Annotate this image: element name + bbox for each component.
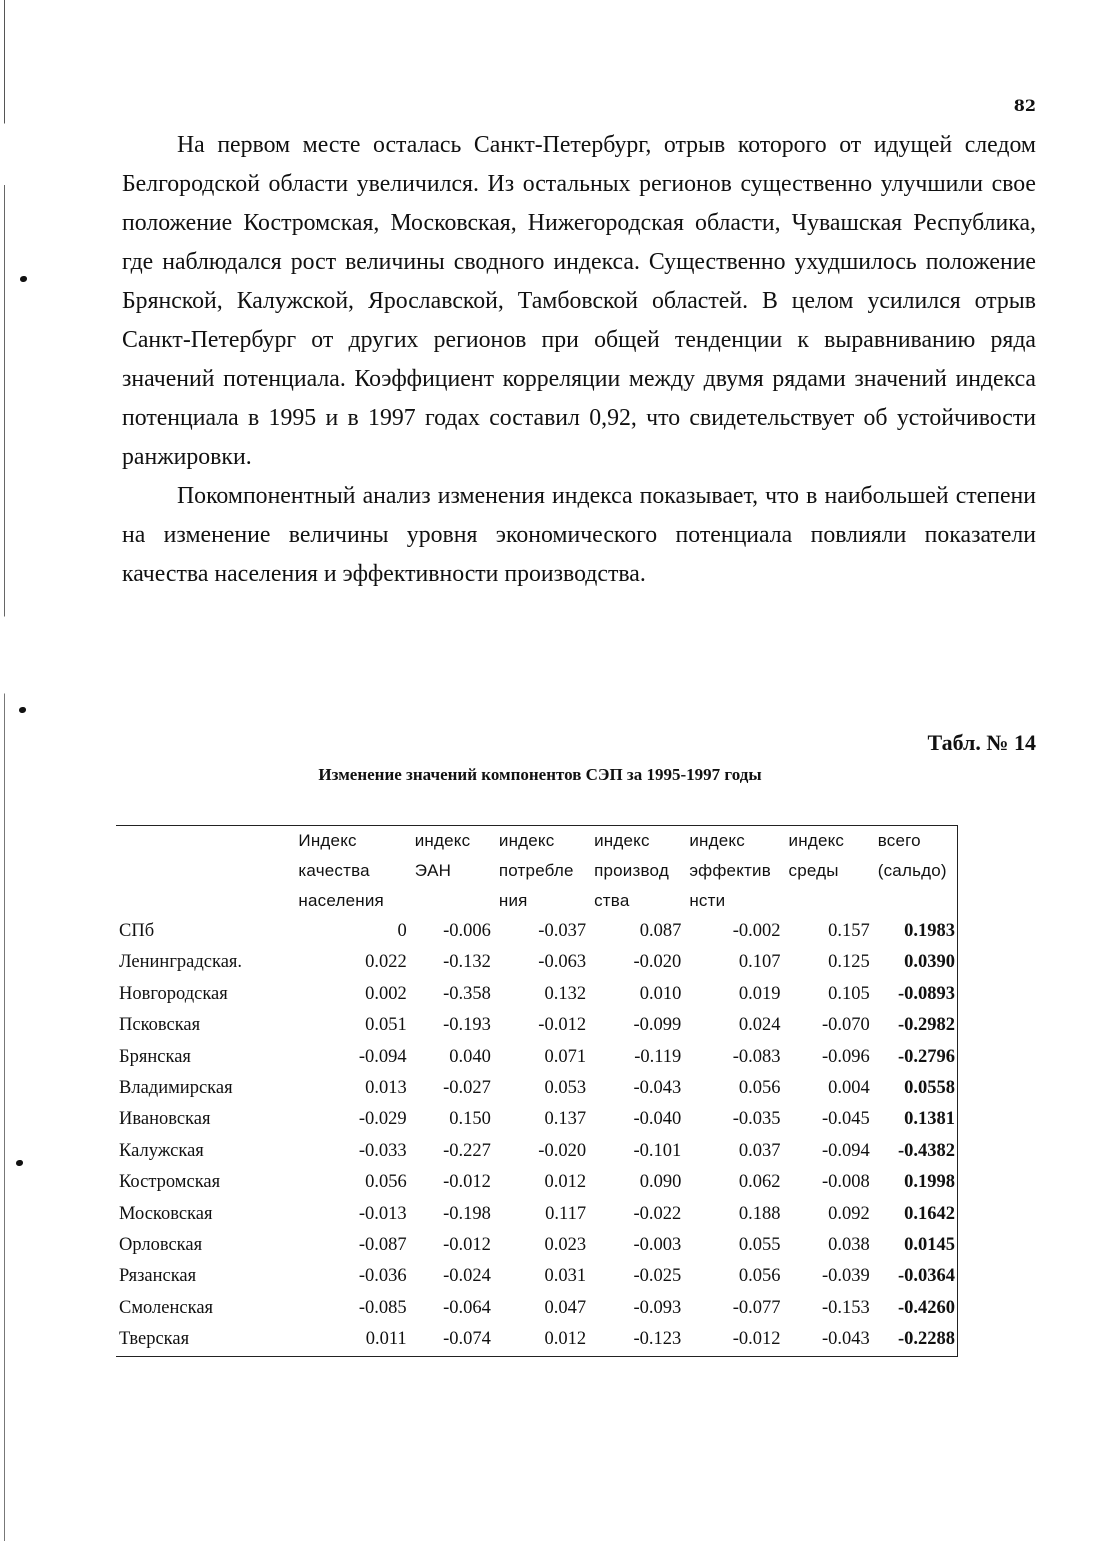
- table-row: [116, 1167, 957, 1198]
- table-header-line: потребле: [498, 861, 574, 880]
- total-cell: -0.4260: [897, 1297, 955, 1318]
- value-cell: 0.157: [828, 921, 870, 941]
- table-header-line: всего: [877, 831, 921, 850]
- value-cell: -0.093: [633, 1297, 682, 1318]
- value-cell: -0.013: [358, 1203, 407, 1224]
- total-cell: -0.2288: [897, 1329, 955, 1350]
- value-cell: 0.022: [365, 952, 407, 973]
- paragraph: На первом месте осталась Санкт-Петербург, отрыв которого от идущей следом Белгородской области увеличился. Из остальных регионов существенно улучшили свое положение Костромская, Московская, Нижегородская области, Чувашская Республика, где наблюдался рост величины сводного индекса. Существенно ухудшилось положение Брянской, Калужской, Ярославской, Тамбовской областей. В целом усилился отрыв Санкт-Петербург от других регионов при общей тенденции к выравниванию ряда значений потенциала. Коэффициент корреляции между двумя рядами значений индекса потенциала в 1995 и в 1997 годах составил 0,92, что свидетельствует об устойчивости ранжировки.: [122, 132, 1036, 470]
- table-row: [116, 1293, 957, 1324]
- value-cell: 0.087: [639, 921, 682, 941]
- table-header-cell: [592, 826, 687, 916]
- table-header-line: населения: [298, 891, 384, 910]
- value-cell: 0.004: [828, 1078, 870, 1099]
- value-cell: 0.188: [738, 1203, 781, 1224]
- value-cell: -0.043: [633, 1078, 682, 1099]
- value-cell: 0.071: [544, 1046, 587, 1067]
- value-cell: 0.019: [738, 983, 781, 1004]
- value-cell: -0.027: [443, 1078, 491, 1099]
- value-cell: 0.047: [544, 1297, 587, 1318]
- region-name-cell: Калужская: [119, 1140, 204, 1161]
- value-cell: -0.074: [443, 1329, 491, 1350]
- value-cell: 0.062: [738, 1172, 781, 1193]
- value-cell: -0.043: [821, 1329, 870, 1350]
- table-header-cell: [687, 826, 786, 916]
- region-name-cell: Псковская: [119, 1015, 201, 1036]
- value-cell: 0.090: [639, 1172, 682, 1193]
- table-row: [116, 1199, 957, 1230]
- value-cell: -0.045: [821, 1109, 870, 1130]
- table-row: [116, 1324, 957, 1355]
- total-cell: 0.1381: [904, 1109, 955, 1130]
- value-cell: -0.070: [821, 1015, 870, 1036]
- value-cell: -0.024: [443, 1266, 491, 1287]
- total-cell: -0.2796: [897, 1046, 955, 1067]
- page-number: 82: [1013, 96, 1036, 115]
- table-header-row: [116, 826, 957, 916]
- table-header-line: эффектив: [689, 861, 771, 880]
- table-row: [116, 1104, 957, 1135]
- region-name-cell: Тверская: [119, 1329, 190, 1350]
- value-cell: -0.085: [358, 1297, 407, 1318]
- total-cell: 0.0390: [904, 952, 955, 973]
- value-cell: 0.023: [544, 1235, 587, 1256]
- region-name-cell: Рязанская: [119, 1266, 197, 1287]
- table-header-line: среды: [788, 861, 839, 880]
- value-cell: -0.119: [634, 1046, 682, 1067]
- region-name-cell: Владимирская: [119, 1078, 233, 1099]
- value-cell: 0.012: [544, 1329, 587, 1350]
- value-cell: -0.012: [732, 1329, 781, 1350]
- value-cell: -0.020: [538, 1140, 587, 1161]
- table-header-line: индекс: [594, 831, 650, 850]
- value-cell: -0.083: [732, 1046, 781, 1067]
- table-number: Табл. № 14: [927, 730, 1036, 755]
- value-cell: 0.137: [544, 1109, 587, 1130]
- value-cell: -0.012: [538, 1015, 587, 1036]
- data-table-frame: [116, 825, 958, 1357]
- value-cell: -0.064: [443, 1297, 491, 1318]
- table-header-line: Индекс: [298, 831, 357, 850]
- total-cell: -0.4382: [897, 1140, 955, 1161]
- value-cell: -0.020: [633, 952, 682, 973]
- paragraph: Покомпонентный анализ изменения индекса показывает, что в наибольшей степени на изменение величины уровня экономического потенциала повлияли показатели качества населения и эффективности производства.: [122, 483, 1036, 587]
- value-cell: 0.055: [738, 1235, 781, 1256]
- table-header-line: [118, 886, 294, 916]
- table-header-line: индекс: [498, 831, 555, 850]
- table-header-cell: [876, 826, 957, 916]
- value-cell: -0.227: [443, 1140, 491, 1161]
- value-cell: -0.025: [633, 1266, 682, 1287]
- region-name-cell: СПб: [119, 921, 155, 941]
- table-header-line: ния: [498, 891, 528, 910]
- value-cell: 0.010: [639, 983, 682, 1004]
- table-row: [116, 1261, 957, 1292]
- body-text: [122, 126, 1036, 594]
- value-cell: -0.153: [821, 1297, 870, 1318]
- value-cell: 0.105: [828, 983, 870, 1004]
- value-cell: -0.077: [732, 1297, 781, 1318]
- value-cell: 0.125: [828, 952, 870, 973]
- value-cell: -0.006: [443, 921, 491, 941]
- region-name-cell: Брянская: [119, 1046, 191, 1067]
- region-name-cell: Ивановская: [119, 1109, 211, 1130]
- table-header-line: ства: [594, 891, 630, 910]
- value-cell: -0.123: [633, 1329, 682, 1350]
- value-cell: 0.037: [738, 1140, 781, 1161]
- total-cell: 0.0558: [904, 1078, 955, 1099]
- table-header-line: [118, 856, 294, 886]
- value-cell: -0.096: [821, 1046, 870, 1067]
- table-header-cell: [296, 826, 412, 916]
- value-cell: 0.013: [365, 1078, 407, 1099]
- value-cell: 0.056: [738, 1266, 781, 1287]
- table-header-line: [789, 886, 874, 916]
- table-header-line: качества: [298, 861, 370, 880]
- value-cell: 0.092: [828, 1203, 870, 1224]
- value-cell: 0.150: [449, 1109, 491, 1130]
- table-header-line: индекс: [788, 831, 845, 850]
- value-cell: 0.056: [738, 1078, 781, 1099]
- table-header-cell: [413, 826, 497, 916]
- scan-speck: [16, 1160, 23, 1166]
- value-cell: -0.063: [538, 952, 587, 973]
- region-name-cell: Смоленская: [119, 1297, 214, 1318]
- value-cell: -0.036: [358, 1266, 407, 1287]
- region-name-cell: Новгородская: [119, 983, 228, 1004]
- table-header-line: (сальдо): [877, 861, 947, 880]
- table-header-cell: [787, 826, 876, 916]
- table-row: [116, 916, 957, 947]
- table-row: [116, 947, 957, 978]
- value-cell: 0.011: [365, 1329, 407, 1350]
- table-header-line: ЭАН: [414, 861, 452, 880]
- value-cell: 0.056: [365, 1172, 407, 1193]
- table-row: [116, 1230, 957, 1261]
- value-cell: -0.039: [821, 1266, 870, 1287]
- table-header-line: нсти: [689, 891, 726, 910]
- value-cell: 0.038: [828, 1235, 870, 1256]
- table-header-line: индекс: [689, 831, 745, 850]
- value-cell: -0.193: [443, 1015, 491, 1036]
- value-cell: -0.037: [538, 921, 587, 941]
- table-header-line: [118, 826, 294, 856]
- total-cell: 0.0145: [904, 1235, 955, 1256]
- value-cell: 0.117: [545, 1203, 587, 1224]
- region-name-cell: Орловская: [119, 1235, 203, 1256]
- value-cell: -0.035: [732, 1109, 781, 1130]
- value-cell: -0.022: [633, 1203, 682, 1224]
- total-cell: -0.0893: [897, 983, 955, 1004]
- total-cell: -0.0364: [897, 1266, 955, 1287]
- table-row: [116, 1042, 957, 1073]
- region-name-cell: Костромская: [119, 1172, 221, 1193]
- value-cell: 0.040: [449, 1046, 491, 1067]
- value-cell: 0: [397, 921, 407, 941]
- value-cell: -0.101: [633, 1140, 682, 1161]
- value-cell: 0.031: [544, 1266, 587, 1287]
- value-cell: -0.198: [443, 1203, 491, 1224]
- table-row: [116, 1010, 957, 1041]
- value-cell: -0.099: [633, 1015, 682, 1036]
- value-cell: -0.012: [443, 1172, 491, 1193]
- scan-speck: [20, 276, 27, 282]
- scan-edge: [4, 0, 5, 1541]
- table-header-cell: [116, 826, 296, 916]
- value-cell: 0.051: [365, 1015, 407, 1036]
- value-cell: 0.012: [544, 1172, 587, 1193]
- table-header-line: производ: [594, 861, 669, 880]
- total-cell: -0.2982: [897, 1015, 955, 1036]
- value-cell: -0.033: [358, 1140, 407, 1161]
- region-name-cell: Ленинградская.: [119, 952, 243, 973]
- value-cell: -0.029: [358, 1109, 407, 1130]
- table-row: [116, 1136, 957, 1167]
- table-row: [116, 979, 957, 1010]
- value-cell: -0.002: [732, 921, 781, 941]
- value-cell: -0.087: [358, 1235, 407, 1256]
- data-table: [116, 826, 957, 1356]
- value-cell: 0.107: [738, 952, 781, 973]
- value-cell: -0.132: [443, 952, 491, 973]
- value-cell: -0.012: [443, 1235, 491, 1256]
- table-header-cell: [497, 826, 592, 916]
- table-header-line: индекс: [414, 831, 471, 850]
- value-cell: 0.053: [544, 1078, 587, 1099]
- table-header-line: [878, 886, 955, 916]
- total-cell: 0.1642: [904, 1203, 955, 1224]
- value-cell: -0.040: [633, 1109, 682, 1130]
- value-cell: -0.008: [821, 1172, 870, 1193]
- total-cell: 0.1998: [904, 1172, 955, 1193]
- scan-speck: [19, 707, 26, 713]
- table-body: [116, 916, 957, 1356]
- table-caption: Изменение значений компонентов СЭП за 1995-1997 годы: [318, 765, 762, 784]
- region-name-cell: Московская: [119, 1203, 213, 1224]
- value-cell: 0.024: [738, 1015, 781, 1036]
- table-row: [116, 1073, 957, 1104]
- value-cell: -0.094: [358, 1046, 407, 1067]
- value-cell: 0.002: [365, 983, 407, 1004]
- table-header-line: [415, 886, 495, 916]
- value-cell: 0.132: [544, 983, 587, 1004]
- value-cell: -0.003: [633, 1235, 682, 1256]
- value-cell: -0.358: [443, 983, 491, 1004]
- value-cell: -0.094: [821, 1140, 870, 1161]
- total-cell: 0.1983: [904, 921, 955, 941]
